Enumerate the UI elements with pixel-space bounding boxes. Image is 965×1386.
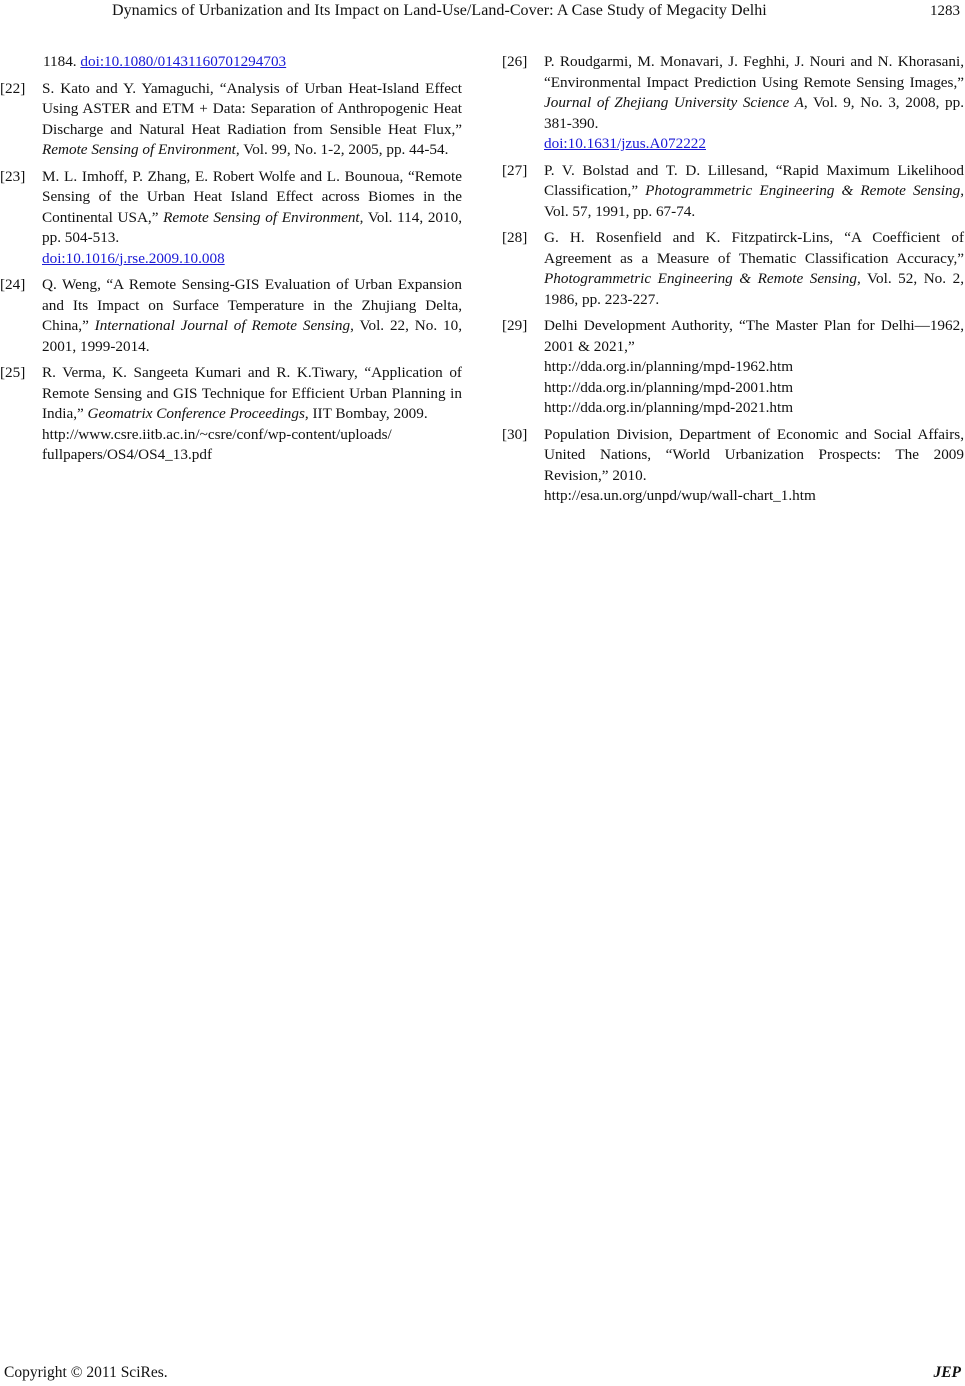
- journal-abbreviation: JEP: [933, 1364, 961, 1381]
- reference-text: M. L. Imhoff, P. Zhang, E. Robert Wolfe and L. Bounoua, “Remote Sensing of the Urban Heat Island Effect across Biomes in the Continental USA,”: [42, 167, 462, 226]
- reference-details: , Vol. 114, 2010, pp. 504-513.: [42, 208, 462, 246]
- reference-list-left: [0, 79, 462, 466]
- reference-number: [24]: [0, 276, 26, 293]
- reference-entry: [502, 161, 964, 223]
- journal-name: Photogrammetric Engineering & Remote Sensing: [544, 270, 857, 287]
- reference-list-right: [502, 52, 964, 507]
- journal-name: Remote Sensing of Environment: [163, 208, 360, 226]
- reference-entry: [502, 425, 964, 507]
- reference-continuation: [0, 52, 462, 73]
- reference-text: P. Roudgarmi, M. Monavari, J. Feghhi, J. Nouri and N. Khorasani, “Environmental Impact Prediction Using Remote Sensing Images,”: [544, 53, 964, 91]
- reference-url[interactable]: http://dda.org.in/planning/mpd-2021.htm: [544, 399, 794, 416]
- reference-text: G. H. Rosenfield and K. Fitzpatirck-Lins, “A Coefficient of Agreement as a Measure of Thematic Classification Accuracy,”: [544, 229, 964, 267]
- reference-details: , Vol. 9, No. 3, 2008, pp. 381-390.: [544, 94, 965, 132]
- page-header: [0, 0, 965, 28]
- reference-text: P. V. Bolstad and T. D. Lillesand, “Rapid Maximum Likelihood Classification,”: [544, 161, 964, 199]
- reference-number: [27]: [502, 161, 528, 179]
- reference-entry: [0, 363, 462, 466]
- reference-url[interactable]: http://dda.org.in/planning/mpd-2001.htm: [544, 378, 794, 396]
- reference-number: [28]: [502, 229, 528, 246]
- reference-number: [25]: [0, 364, 26, 381]
- reference-text: Population Division, Department of Economic and Social Affairs, United Nations, “World Urbanization Prospects: The 2009 Revision,” 2010.: [544, 425, 964, 484]
- reference-url[interactable]: http://dda.org.in/planning/mpd-1962.htm: [544, 358, 794, 375]
- reference-entry: [502, 316, 964, 419]
- reference-entry: [0, 167, 462, 270]
- reference-entry: [502, 228, 964, 310]
- reference-number: [26]: [502, 53, 528, 70]
- reference-entry: [0, 79, 462, 161]
- reference-details: , Vol. 52, No. 2, 1986, pp. 223-227.: [544, 270, 964, 308]
- reference-text: R. Verma, K. Sangeeta Kumari and R. K.Tiwary, “Application of Remote Sensing and GIS Technique for Efficient Urban Planning in India,”: [42, 364, 462, 422]
- reference-url[interactable]: http://esa.un.org/unpd/wup/wall-chart_1.htm: [544, 487, 816, 504]
- reference-details: , Vol. 57, 1991, pp. 67-74.: [544, 182, 964, 220]
- reference-text: Q. Weng, “A Remote Sensing-GIS Evaluation of Urban Expansion and Its Impact on Surface Temperature in the Zhujiang Delta, China,”: [42, 276, 462, 334]
- reference-number: [30]: [502, 425, 528, 443]
- reference-details: , Vol. 99, No. 1-2, 2005, pp. 44-54.: [235, 141, 449, 158]
- journal-name: Geomatrix Conference Proceedings: [87, 405, 305, 422]
- page-footer: [0, 1364, 965, 1386]
- doi-link[interactable]: doi:10.1080/01431160701294703: [80, 53, 287, 70]
- running-title: Dynamics of Urbanization and Its Impact on Land-Use/Land-Cover: A Case Study of Megacity Delhi: [112, 2, 767, 19]
- journal-name: Photogrammetric Engineering & Remote Sensing: [645, 182, 961, 199]
- page-number: 1283: [930, 3, 960, 19]
- reference-entry: [0, 275, 462, 357]
- doi-link[interactable]: doi:10.1631/jzus.A072222: [544, 135, 706, 152]
- journal-name: International Journal of Remote Sensing: [94, 317, 351, 334]
- reference-text: S. Kato and Y. Yamaguchi, “Analysis of Urban Heat-Island Effect Using ASTER and ETM + Data: Separation of Anthropogenic Heat Discharge and Natural Heat Radiation from Sensible Heat Flux,”: [42, 79, 462, 138]
- doi-link[interactable]: doi:10.1016/j.rse.2009.10.008: [42, 249, 225, 267]
- reference-details: , IIT Bombay, 2009.: [304, 405, 428, 422]
- journal-name: Remote Sensing of Environment: [42, 141, 236, 158]
- left-column: [0, 52, 462, 472]
- right-column: [502, 52, 964, 513]
- reference-number: [23]: [0, 167, 26, 185]
- reference-number: [29]: [502, 317, 528, 334]
- journal-name: Journal of Zhejiang University Science A: [544, 94, 804, 111]
- reference-url[interactable]: http://www.csre.iitb.ac.in/~csre/conf/wp-content/uploads/ fullpapers/OS4/OS4_13.pdf: [42, 425, 392, 463]
- reference-entry: [502, 52, 964, 155]
- copyright-notice: Copyright © 2011 SciRes.: [4, 1364, 168, 1381]
- reference-text: Delhi Development Authority, “The Master Plan for Delhi—1962, 2001 & 2021,”: [544, 317, 964, 355]
- reference-details: , Vol. 22, No. 10, 2001, 1999-2014.: [42, 317, 462, 355]
- reference-number: [22]: [0, 79, 26, 97]
- continuation-text: 1184.: [43, 53, 81, 70]
